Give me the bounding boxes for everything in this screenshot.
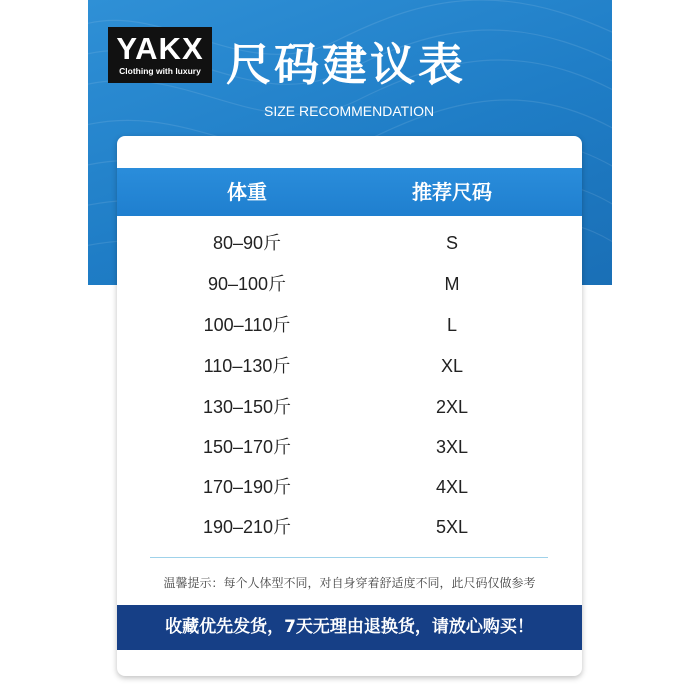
brand-name: YAKX xyxy=(116,31,204,66)
size-cell: XL xyxy=(440,356,464,376)
table-row xyxy=(117,346,582,386)
weight-cell: 170–190斤 xyxy=(202,477,292,497)
brand-tagline: Clothing with luxury xyxy=(119,66,201,76)
divider xyxy=(150,557,548,558)
table-row xyxy=(117,305,582,345)
size-cell: M xyxy=(444,274,460,294)
weight-cell: 90–100斤 xyxy=(207,274,287,294)
brand-logo xyxy=(108,27,212,83)
page-subtitle: SIZE RECOMMENDATION xyxy=(264,103,435,119)
table-row xyxy=(117,467,582,507)
size-cell: 2XL xyxy=(435,397,469,417)
promo-banner: 收藏优先发货，7天无理由退换货，请放心购买！ xyxy=(117,605,582,650)
size-cell: S xyxy=(445,233,458,253)
table-row xyxy=(117,507,582,547)
table-row xyxy=(117,387,582,427)
tip-note: 温馨提示：每个人体型不同，对自身穿着舒适度不同，此尺码仅做参考 xyxy=(163,576,536,590)
weight-cell: 110–130斤 xyxy=(203,356,291,376)
table-row xyxy=(117,223,582,263)
size-cell: 3XL xyxy=(435,437,469,457)
column-header-weight: 体重 xyxy=(227,180,267,204)
weight-cell: 130–150斤 xyxy=(202,397,292,417)
weight-cell: 100–110斤 xyxy=(203,315,291,335)
size-card xyxy=(117,136,582,676)
table-row xyxy=(117,264,582,304)
table-header xyxy=(117,168,582,216)
page-title: 尺码建议表 xyxy=(226,38,467,91)
weight-cell: 80–90斤 xyxy=(212,233,282,253)
size-cell: 4XL xyxy=(435,477,469,497)
size-cell: 5XL xyxy=(435,517,469,537)
size-cell: L xyxy=(446,315,457,335)
table-row xyxy=(117,427,582,467)
column-header-size: 推荐尺码 xyxy=(412,180,492,204)
weight-cell: 150–170斤 xyxy=(202,437,292,457)
weight-cell: 190–210斤 xyxy=(202,517,292,537)
